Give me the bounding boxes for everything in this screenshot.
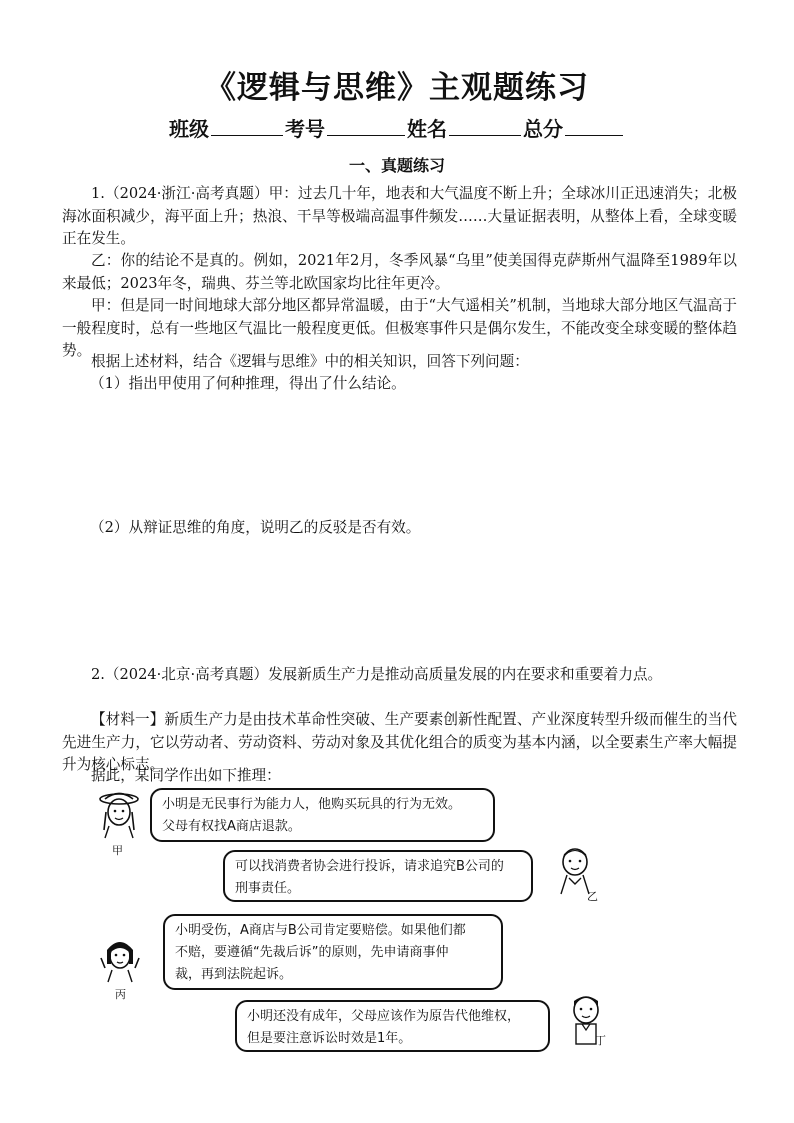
person-bing-icon	[97, 934, 143, 984]
dialogue-comic	[95, 784, 615, 1056]
bubble-bing-line-1: 小明受伤，A商店与B公司肯定要赔偿。如果他们都	[175, 923, 466, 938]
bubble-ding-line-1: 小明还没有成年，父母应该作为原告代他维权，	[247, 1009, 521, 1024]
q2-material-1: 【材料一】新质生产力是由技术革命性突破、生产要素创新性配置、产业深度转型升级而催生的当代先进生产力，它以劳动者、劳动资料、劳动对象及其优化组合的质变为基本内涵，以全要素生产率大幅提升为核心标志。	[62, 711, 737, 773]
bubble-ding-line-2: 但是要注意诉讼时效是1年。	[247, 1031, 412, 1046]
q2-stem: 2.（2024·北京·高考真题）发展新质生产力是推动高质量发展的内在要求和重要着力点。	[91, 666, 663, 683]
student-info-line	[0, 113, 794, 142]
person-ding-label: 丁	[595, 1034, 606, 1047]
speech-bubble-yi	[223, 850, 533, 902]
class-blank[interactable]	[211, 117, 283, 136]
bubble-yi-line-2: 刑事责任。	[235, 881, 301, 896]
speech-bubble-bing	[163, 914, 503, 990]
name-blank[interactable]	[449, 117, 521, 136]
page-title: 《逻辑与思维》主观题练习	[205, 70, 589, 106]
number-blank[interactable]	[327, 117, 405, 136]
bubble-jia-line-2: 父母有权找A商店退款。	[162, 819, 301, 834]
q1-subquestion-1: （1）指出甲使用了何种推理，得出了什么结论。	[90, 375, 406, 392]
speech-bubble-ding	[235, 1000, 550, 1052]
person-jia-label: 甲	[112, 844, 123, 857]
speech-bubble-jia	[150, 788, 495, 842]
person-yi-label: 乙	[587, 890, 598, 903]
bubble-jia-line-1: 小明是无民事行为能力人，他购买玩具的行为无效。	[162, 797, 462, 812]
bubble-bing-line-3: 裁，再到法院起诉。	[175, 967, 293, 982]
person-bing-label: 丙	[115, 988, 126, 1001]
q1-stem: 1.（2024·浙江·高考真题）甲：过去几十年，地表和大气温度不断上升；全球冰川正迅速消失；北极海冰面积减少，海平面上升；热浪、干旱等极端高温事件频发……大量证据表明，从整体上看，全球变暖正在发生。	[62, 185, 737, 247]
class-label: 班级	[169, 117, 209, 141]
score-blank[interactable]	[565, 117, 623, 136]
bubble-bing-line-2: 不赔，要遵循“先裁后诉”的原则，先申请商事仲	[175, 945, 449, 960]
q1-rebuttal: 乙：你的结论不是真的。例如，2021年2月，冬季风暴“乌里”使美国得克萨斯州气温降至1989年以来最低；2023年冬，瑞典、芬兰等北欧国家均比往年更冷。	[62, 252, 737, 292]
name-label: 姓名	[407, 117, 447, 141]
section-title: 一、真题练习	[348, 156, 445, 175]
score-label: 总分	[523, 117, 563, 141]
q1-instruction: 根据上述材料，结合《逻辑与思维》中的相关知识，回答下列问题：	[91, 353, 529, 370]
bubble-yi-line-1: 可以找消费者协会进行投诉，请求追究B公司的	[235, 859, 504, 874]
q2-reasoning-intro: 据此，某同学作出如下推理：	[91, 767, 281, 784]
person-jia-icon	[97, 790, 141, 840]
q1-response: 甲：但是同一时间地球大部分地区都异常温暖，由于“大气遥相关”机制，当地球大部分地区气温高于一般程度时，总有一些地区气温比一般程度更低。但极寒事件只是偶尔发生，不能改变全球变暖的整体趋势。	[62, 297, 737, 359]
q1-subquestion-2: （2）从辩证思维的角度，说明乙的反驳是否有效。	[90, 519, 421, 536]
number-label: 考号	[285, 117, 325, 141]
